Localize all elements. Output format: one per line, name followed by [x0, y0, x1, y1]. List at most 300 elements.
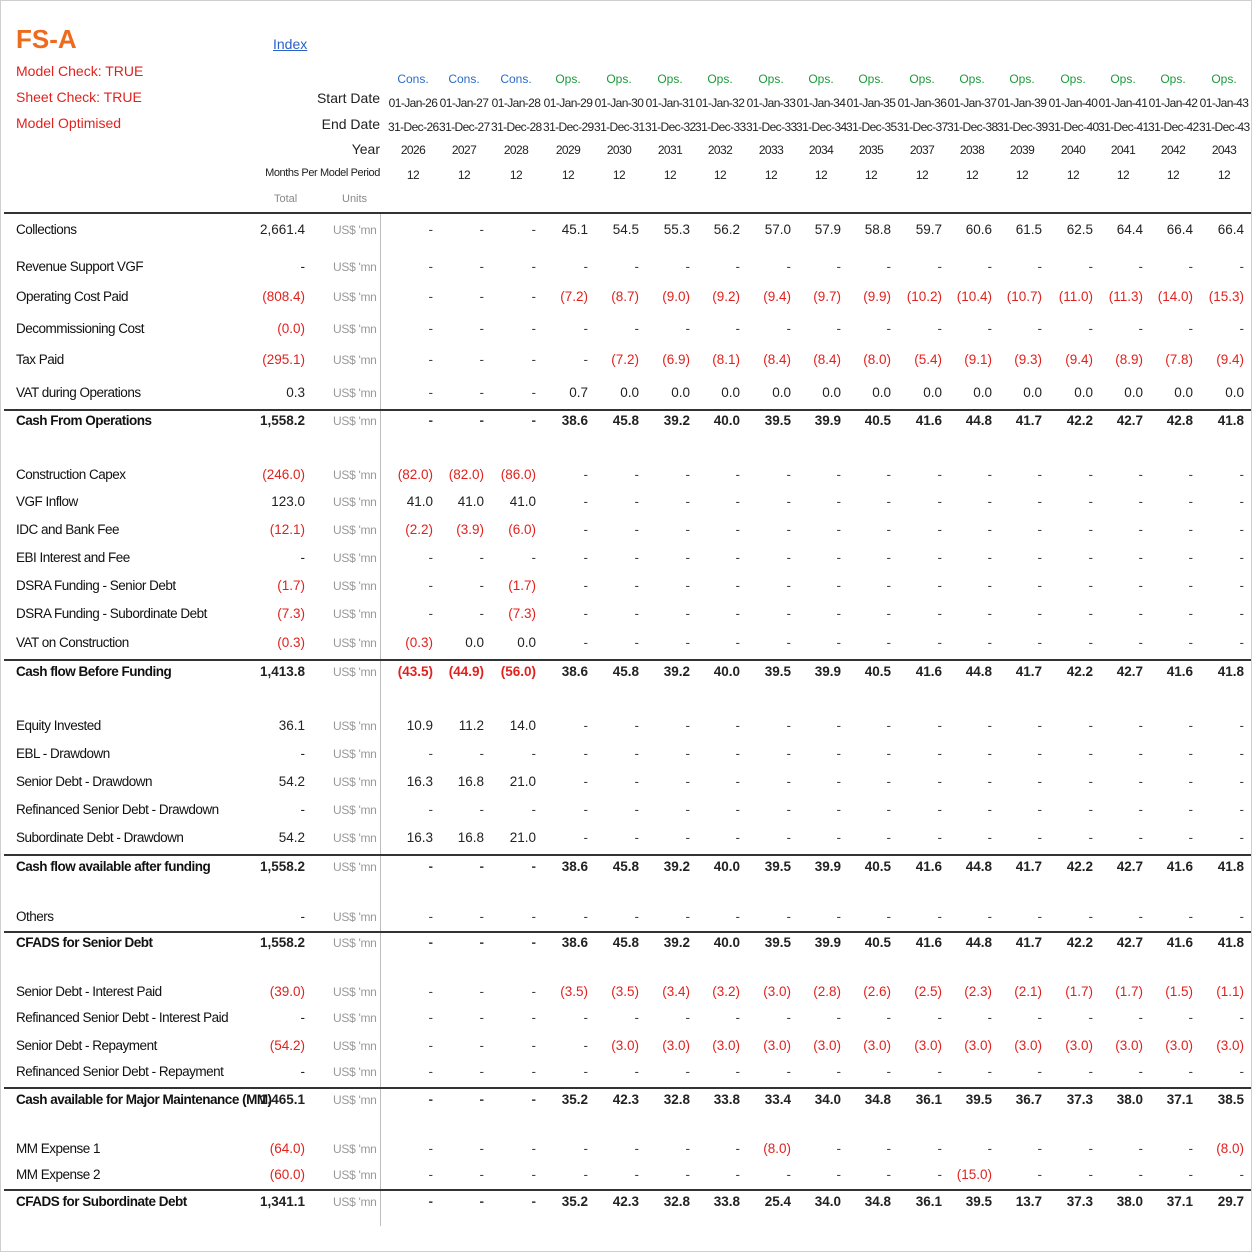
row-label: Senior Debt - Interest Paid — [16, 984, 162, 999]
row-value-cell: 41.6 — [915, 859, 942, 874]
row-unit: US$ 'mn — [333, 223, 377, 237]
row-value-cell: - — [1138, 802, 1143, 817]
row-value-cell: - — [1138, 1010, 1143, 1025]
row-value-cell: - — [1188, 321, 1193, 336]
period-end-date: 31-Dec-42 — [1148, 120, 1199, 134]
period-phase: Ops. — [1110, 72, 1136, 86]
row-unit: US$ 'mn — [333, 910, 377, 924]
row-value-cell: 40.5 — [864, 664, 891, 679]
row-value-cell: - — [479, 1092, 484, 1107]
row-value-cell: - — [428, 746, 433, 761]
period-start-date: 01-Jan-33 — [746, 96, 796, 110]
row-value-cell: - — [886, 1167, 891, 1182]
row-value-cell: - — [836, 1064, 841, 1079]
row-value-cell: - — [685, 467, 690, 482]
row-value-cell: - — [886, 321, 891, 336]
row-value-cell: - — [735, 1141, 740, 1156]
row-value-cell: - — [428, 413, 433, 428]
row-total: 1,465.1 — [259, 1092, 305, 1107]
row-value-cell: - — [937, 522, 942, 537]
row-total: - — [300, 550, 305, 565]
row-value-cell: - — [937, 746, 942, 761]
row-value-cell: - — [685, 635, 690, 650]
row-value-cell: - — [735, 494, 740, 509]
row-value-cell: - — [886, 746, 891, 761]
row-value-cell: - — [735, 718, 740, 733]
row-value-cell: - — [583, 1064, 588, 1079]
row-value-cell: (1.1) — [1216, 984, 1244, 999]
period-months: 12 — [406, 168, 420, 182]
row-value-cell: - — [987, 635, 992, 650]
period-phase: Cons. — [397, 72, 429, 86]
row-value-cell: (5.4) — [914, 352, 942, 367]
row-value-cell: - — [479, 222, 484, 237]
row-value-cell: (9.4) — [763, 289, 791, 304]
row-value-cell: (11.3) — [1108, 289, 1143, 304]
row-value-cell: (2.6) — [863, 984, 891, 999]
row-value-cell: (15.0) — [956, 1167, 992, 1182]
row-value-cell: - — [1037, 1010, 1042, 1025]
row-value-cell: - — [583, 718, 588, 733]
row-value-cell: 41.6 — [915, 664, 942, 679]
row-total: 1,558.2 — [259, 413, 305, 428]
row-unit: US$ 'mn — [333, 831, 377, 845]
row-value-cell: - — [685, 774, 690, 789]
row-value-cell: (3.0) — [662, 1038, 690, 1053]
row-value-cell: - — [583, 909, 588, 924]
period-phase: Ops. — [858, 72, 884, 86]
row-value-cell: 39.5 — [764, 859, 791, 874]
row-value-cell: - — [531, 984, 536, 999]
row-value-cell: - — [1239, 578, 1244, 593]
period-months: 12 — [509, 168, 523, 182]
row-value-cell: - — [479, 606, 484, 621]
row-value-cell: - — [1088, 578, 1093, 593]
row-value-cell: - — [1088, 635, 1093, 650]
row-value-cell: - — [634, 635, 639, 650]
row-value-cell: - — [685, 1064, 690, 1079]
row-value-cell: - — [685, 718, 690, 733]
period-year: 2039 — [1009, 143, 1035, 157]
row-value-cell: - — [428, 909, 433, 924]
row-total: (64.0) — [269, 1141, 305, 1156]
row-value-cell: - — [1138, 578, 1143, 593]
row-value-cell: (7.8) — [1165, 352, 1193, 367]
row-value-cell: - — [479, 909, 484, 924]
row-value-cell: - — [786, 718, 791, 733]
model-check-status: Model Check: TRUE — [16, 63, 144, 79]
row-value-cell: - — [479, 859, 484, 874]
row-value-cell: (8.4) — [813, 352, 841, 367]
row-value-cell: - — [786, 1064, 791, 1079]
row-total: - — [300, 1064, 305, 1079]
row-value-cell: 42.3 — [612, 1092, 639, 1107]
row-label: VGF Inflow — [16, 494, 78, 509]
row-value-cell: 45.8 — [612, 664, 639, 679]
row-value-cell: 39.9 — [814, 935, 841, 950]
row-value-cell: - — [735, 467, 740, 482]
row-value-cell: - — [1188, 1010, 1193, 1025]
row-value-cell: (10.2) — [906, 289, 942, 304]
row-value-cell: - — [1138, 467, 1143, 482]
row-total: (246.0) — [262, 467, 305, 482]
row-value-cell: 39.2 — [663, 664, 690, 679]
row-value-cell: (3.0) — [964, 1038, 992, 1053]
row-unit: US$ 'mn — [333, 414, 377, 428]
row-value-cell: - — [1239, 550, 1244, 565]
row-value-cell: 45.1 — [561, 222, 588, 237]
row-label: CFADS for Subordinate Debt — [16, 1194, 187, 1209]
row-value-cell: 41.8 — [1217, 935, 1244, 950]
row-value-cell: 38.6 — [561, 413, 588, 428]
row-unit: US$ 'mn — [333, 551, 377, 565]
row-value-cell: - — [1188, 909, 1193, 924]
row-value-cell: - — [685, 1141, 690, 1156]
row-value-cell: 32.8 — [663, 1194, 690, 1209]
row-value-cell: - — [1188, 578, 1193, 593]
row-value-cell: 41.6 — [1166, 935, 1193, 950]
row-value-cell: - — [479, 413, 484, 428]
row-value-cell: 39.2 — [663, 935, 690, 950]
row-value-cell: - — [634, 550, 639, 565]
row-value-cell: - — [583, 321, 588, 336]
row-value-cell: 57.0 — [764, 222, 791, 237]
subtotal-rule — [4, 1189, 1251, 1191]
row-value-cell: - — [987, 774, 992, 789]
row-value-cell: 25.4 — [764, 1194, 791, 1209]
row-value-cell: - — [1188, 1167, 1193, 1182]
row-value-cell: - — [1188, 494, 1193, 509]
period-end-date: 31-Dec-38 — [947, 120, 998, 134]
row-value-cell: 16.3 — [406, 774, 433, 789]
row-value-cell: (3.0) — [763, 1038, 791, 1053]
period-year: 2029 — [555, 143, 581, 157]
row-label: Senior Debt - Repayment — [16, 1038, 157, 1053]
period-start-date: 01-Jan-43 — [1199, 96, 1249, 110]
row-value-cell: - — [531, 1038, 536, 1053]
row-label: Cash available for Major Maintenance (MM) — [16, 1092, 272, 1107]
row-value-cell: - — [735, 578, 740, 593]
row-value-cell: - — [479, 1167, 484, 1182]
row-value-cell: 59.7 — [915, 222, 942, 237]
row-value-cell: - — [937, 774, 942, 789]
row-value-cell: (9.7) — [813, 289, 841, 304]
row-value-cell: 0.0 — [671, 385, 690, 400]
index-link[interactable]: Index — [273, 36, 308, 52]
period-end-date: 31-Dec-31 — [594, 120, 645, 134]
row-value-cell: - — [987, 606, 992, 621]
row-value-cell: - — [1088, 606, 1093, 621]
months-per-period-label: Months Per Model Period — [265, 167, 380, 179]
row-value-cell: - — [836, 802, 841, 817]
period-end-date: 31-Dec-34 — [796, 120, 847, 134]
row-value-cell: - — [786, 909, 791, 924]
row-value-cell: - — [583, 830, 588, 845]
period-months: 12 — [915, 168, 929, 182]
row-value-cell: - — [1138, 746, 1143, 761]
row-value-cell: - — [428, 321, 433, 336]
row-value-cell: - — [987, 321, 992, 336]
row-value-cell: - — [634, 522, 639, 537]
row-value-cell: - — [1239, 718, 1244, 733]
row-value-cell: - — [786, 746, 791, 761]
row-value-cell: 42.7 — [1116, 935, 1143, 950]
row-value-cell: 42.2 — [1066, 935, 1093, 950]
row-value-cell: - — [1188, 606, 1193, 621]
row-value-cell: (7.3) — [508, 606, 536, 621]
row-label: CFADS for Senior Debt — [16, 935, 153, 950]
period-months: 12 — [1166, 168, 1180, 182]
row-value-cell: - — [1037, 1064, 1042, 1079]
period-start-date: 01-Jan-36 — [897, 96, 947, 110]
row-value-cell: - — [836, 259, 841, 274]
row-value-cell: (8.1) — [712, 352, 740, 367]
row-value-cell: - — [987, 830, 992, 845]
row-value-cell: - — [987, 1064, 992, 1079]
period-phase: Ops. — [1060, 72, 1086, 86]
row-value-cell: 34.8 — [864, 1194, 891, 1209]
row-value-cell: - — [735, 909, 740, 924]
row-value-cell: 39.5 — [764, 664, 791, 679]
row-total: - — [300, 802, 305, 817]
row-value-cell: - — [1037, 635, 1042, 650]
row-value-cell: - — [886, 909, 891, 924]
row-value-cell: 41.7 — [1015, 935, 1042, 950]
row-value-cell: - — [428, 289, 433, 304]
row-value-cell: (3.0) — [813, 1038, 841, 1053]
row-value-cell: (3.9) — [456, 522, 484, 537]
period-months: 12 — [864, 168, 878, 182]
period-end-date: 31-Dec-35 — [846, 120, 897, 134]
row-value-cell: - — [836, 830, 841, 845]
row-label: IDC and Bank Fee — [16, 522, 120, 537]
row-value-cell: - — [583, 1010, 588, 1025]
row-value-cell: - — [1188, 635, 1193, 650]
row-value-cell: - — [583, 522, 588, 537]
row-value-cell: 37.3 — [1066, 1194, 1093, 1209]
row-value-cell: 66.4 — [1217, 222, 1244, 237]
row-value-cell: - — [428, 578, 433, 593]
row-total: 54.2 — [278, 830, 305, 845]
row-total: 54.2 — [278, 774, 305, 789]
row-value-cell: 41.0 — [406, 494, 433, 509]
row-value-cell: - — [1239, 522, 1244, 537]
row-value-cell: 38.6 — [561, 935, 588, 950]
row-unit: US$ 'mn — [333, 607, 377, 621]
row-value-cell: - — [1037, 830, 1042, 845]
row-value-cell: - — [634, 1141, 639, 1156]
period-end-date: 31-Dec-39 — [997, 120, 1048, 134]
row-value-cell: (8.4) — [763, 352, 791, 367]
row-value-cell: (3.2) — [712, 984, 740, 999]
row-value-cell: (56.0) — [500, 664, 536, 679]
row-label: Operating Cost Paid — [16, 289, 129, 304]
row-value-cell: - — [583, 1141, 588, 1156]
row-value-cell: 41.7 — [1015, 859, 1042, 874]
row-label: VAT during Operations — [16, 385, 141, 400]
row-value-cell: 35.2 — [561, 1092, 588, 1107]
row-value-cell: - — [1239, 1010, 1244, 1025]
row-unit: US$ 'mn — [333, 353, 377, 367]
row-label: Refinanced Senior Debt - Repayment — [16, 1064, 224, 1079]
period-end-date: 31-Dec-41 — [1098, 120, 1149, 134]
row-value-cell: - — [786, 578, 791, 593]
row-value-cell: - — [1138, 1141, 1143, 1156]
row-value-cell: - — [1239, 909, 1244, 924]
row-value-cell: - — [1088, 550, 1093, 565]
row-value-cell: - — [836, 718, 841, 733]
row-value-cell: - — [1138, 321, 1143, 336]
row-value-cell: - — [1037, 774, 1042, 789]
row-value-cell: 40.5 — [864, 413, 891, 428]
row-value-cell: 45.8 — [612, 859, 639, 874]
row-value-cell: - — [836, 578, 841, 593]
row-value-cell: 16.8 — [457, 830, 484, 845]
row-value-cell: 29.7 — [1217, 1194, 1244, 1209]
row-value-cell: 42.7 — [1116, 859, 1143, 874]
row-value-cell: - — [987, 718, 992, 733]
row-value-cell: - — [836, 550, 841, 565]
row-value-cell: - — [886, 1141, 891, 1156]
row-unit: US$ 'mn — [333, 1142, 377, 1156]
row-value-cell: - — [1239, 467, 1244, 482]
row-value-cell: 0.0 — [1124, 385, 1143, 400]
period-start-date: 01-Jan-41 — [1098, 96, 1148, 110]
row-value-cell: (9.4) — [1065, 352, 1093, 367]
row-value-cell: (8.0) — [863, 352, 891, 367]
row-value-cell: 33.8 — [713, 1194, 740, 1209]
row-value-cell: - — [836, 494, 841, 509]
period-start-date: 01-Jan-39 — [997, 96, 1047, 110]
row-value-cell: - — [1088, 802, 1093, 817]
row-value-cell: - — [987, 522, 992, 537]
row-value-cell: - — [886, 578, 891, 593]
period-year: 2042 — [1160, 143, 1186, 157]
row-value-cell: - — [634, 321, 639, 336]
period-end-date: 31-Dec-26 — [388, 120, 439, 134]
row-value-cell: (15.3) — [1208, 289, 1244, 304]
row-value-cell: 11.2 — [458, 718, 484, 733]
period-months: 12 — [814, 168, 828, 182]
row-value-cell: - — [786, 830, 791, 845]
row-value-cell: (7.2) — [611, 352, 639, 367]
row-value-cell: 0.0 — [517, 635, 536, 650]
row-value-cell: - — [583, 578, 588, 593]
row-value-cell: 40.0 — [713, 664, 740, 679]
row-value-cell: - — [735, 1167, 740, 1182]
row-value-cell: 33.4 — [764, 1092, 791, 1107]
row-value-cell: - — [1088, 522, 1093, 537]
row-value-cell: 39.9 — [814, 664, 841, 679]
period-year: 2033 — [758, 143, 784, 157]
row-value-cell: - — [1088, 1141, 1093, 1156]
row-value-cell: (14.0) — [1157, 289, 1193, 304]
row-value-cell: 42.2 — [1066, 413, 1093, 428]
row-value-cell: 0.0 — [872, 385, 891, 400]
row-value-cell: (2.8) — [813, 984, 841, 999]
row-unit: US$ 'mn — [333, 386, 377, 400]
row-value-cell: - — [987, 1010, 992, 1025]
row-value-cell: - — [685, 606, 690, 621]
row-value-cell: (10.7) — [1006, 289, 1042, 304]
period-phase: Cons. — [500, 72, 532, 86]
row-value-cell: - — [836, 746, 841, 761]
row-value-cell: - — [428, 984, 433, 999]
row-value-cell: - — [1188, 774, 1193, 789]
row-value-cell: - — [987, 1141, 992, 1156]
row-value-cell: 42.2 — [1066, 664, 1093, 679]
period-year: 2030 — [606, 143, 632, 157]
row-value-cell: - — [1239, 774, 1244, 789]
row-value-cell: - — [836, 1010, 841, 1025]
row-value-cell: 41.8 — [1217, 664, 1244, 679]
row-value-cell: 41.7 — [1015, 664, 1042, 679]
row-value-cell: 61.5 — [1015, 222, 1042, 237]
sheet-title: FS-A — [16, 24, 77, 54]
year-label: Year — [351, 141, 380, 157]
row-value-cell: - — [479, 1064, 484, 1079]
period-start-date: 01-Jan-29 — [543, 96, 593, 110]
row-value-cell: 45.8 — [612, 935, 639, 950]
row-value-cell: - — [937, 1167, 942, 1182]
row-value-cell: 38.6 — [561, 859, 588, 874]
row-value-cell: - — [735, 774, 740, 789]
period-months: 12 — [1015, 168, 1029, 182]
row-value-cell: - — [531, 859, 536, 874]
row-value-cell: 39.5 — [764, 935, 791, 950]
row-value-cell: - — [786, 321, 791, 336]
row-value-cell: - — [634, 1167, 639, 1182]
row-value-cell: 39.9 — [814, 859, 841, 874]
row-value-cell: - — [836, 467, 841, 482]
row-value-cell: - — [836, 909, 841, 924]
row-value-cell: - — [1138, 718, 1143, 733]
row-value-cell: (2.2) — [405, 522, 433, 537]
row-value-cell: - — [1037, 746, 1042, 761]
row-value-cell: - — [1188, 746, 1193, 761]
row-label: Equity Invested — [16, 718, 101, 733]
row-value-cell: - — [987, 909, 992, 924]
row-value-cell: - — [836, 522, 841, 537]
period-phase: Ops. — [707, 72, 733, 86]
row-value-cell: 0.0 — [1023, 385, 1042, 400]
row-value-cell: - — [1138, 1064, 1143, 1079]
row-value-cell: - — [1239, 321, 1244, 336]
row-value-cell: 40.0 — [713, 935, 740, 950]
row-value-cell: - — [786, 635, 791, 650]
row-value-cell: - — [428, 222, 433, 237]
row-label: VAT on Construction — [16, 635, 129, 650]
period-year: 2038 — [959, 143, 985, 157]
row-value-cell: - — [1037, 522, 1042, 537]
row-value-cell: - — [1138, 635, 1143, 650]
row-value-cell: (3.0) — [914, 1038, 942, 1053]
row-value-cell: - — [531, 259, 536, 274]
row-label: Revenue Support VGF — [16, 259, 144, 274]
row-value-cell: 0.0 — [465, 635, 484, 650]
period-year: 2028 — [503, 143, 529, 157]
row-value-cell: (3.5) — [611, 984, 639, 999]
row-value-cell: - — [1239, 746, 1244, 761]
row-value-cell: - — [1239, 1167, 1244, 1182]
row-value-cell: 34.0 — [814, 1092, 841, 1107]
row-value-cell: - — [1037, 494, 1042, 509]
period-year: 2034 — [808, 143, 834, 157]
row-value-cell: - — [583, 635, 588, 650]
row-value-cell: - — [685, 746, 690, 761]
period-start-date: 01-Jan-32 — [695, 96, 745, 110]
row-total: - — [300, 909, 305, 924]
